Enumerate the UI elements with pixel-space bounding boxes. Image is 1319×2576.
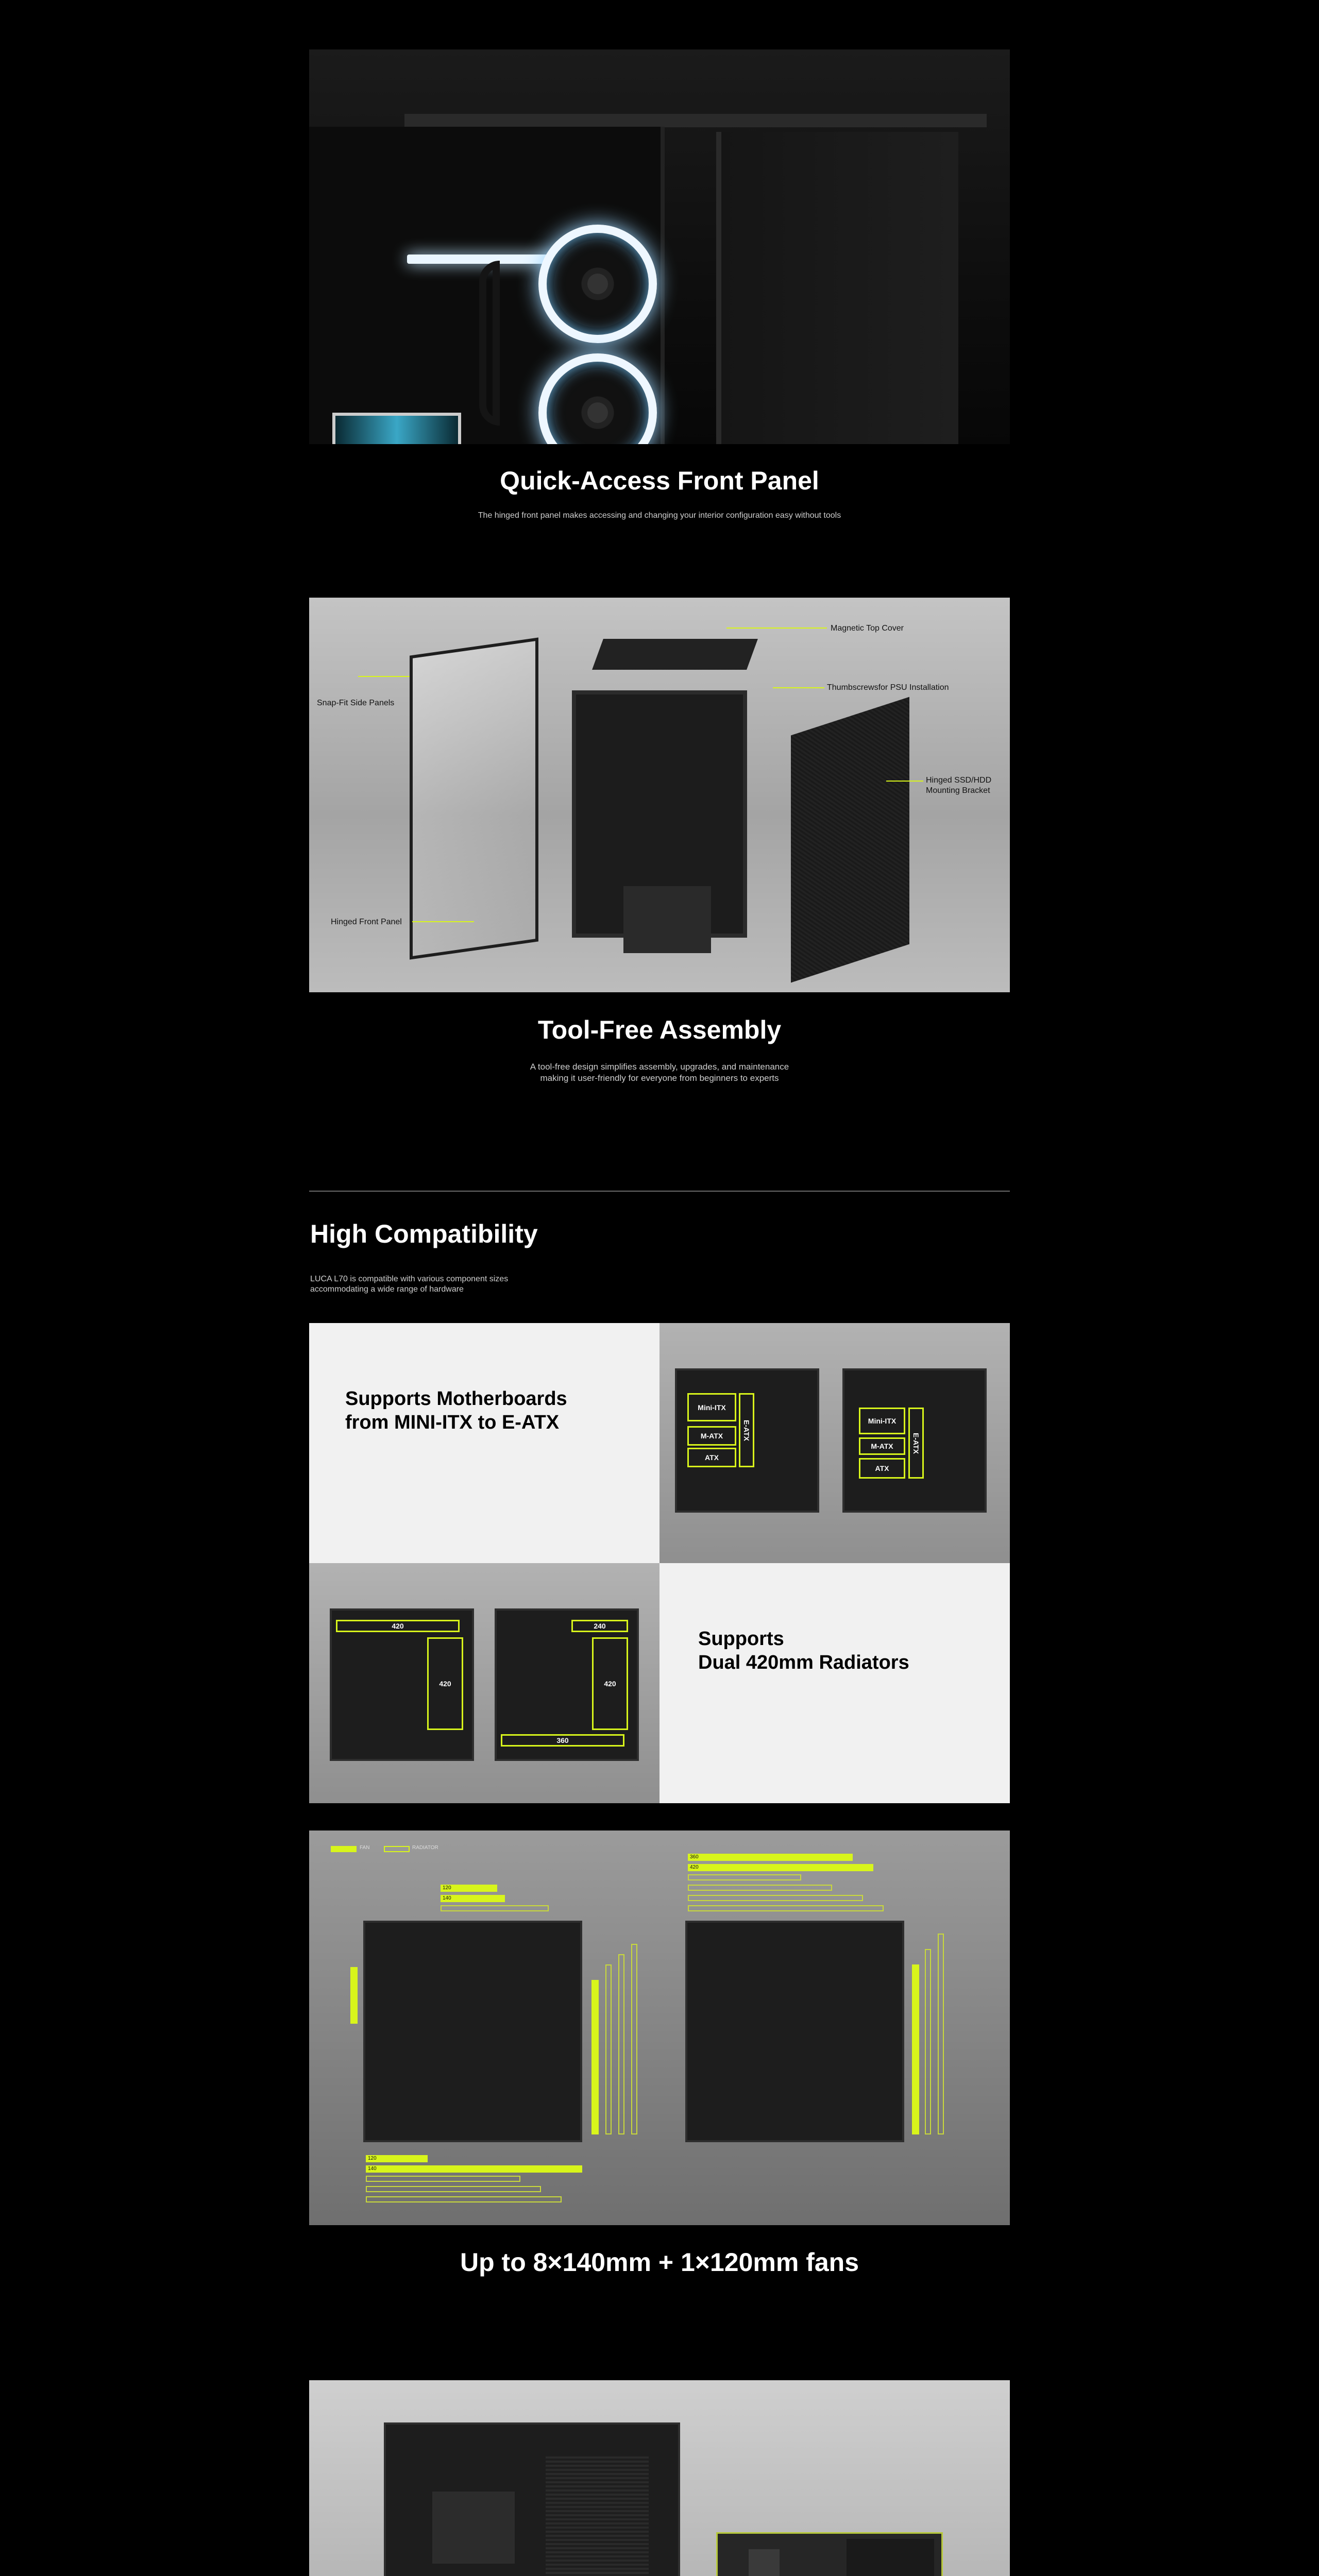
callout-line bbox=[726, 628, 827, 629]
legend-radiator-label: RADIATOR bbox=[412, 1845, 438, 1851]
legend-fan-label: FAN bbox=[360, 1845, 370, 1851]
fan-bar-420: 420 bbox=[688, 1864, 873, 1871]
front-panel-image bbox=[309, 49, 1010, 444]
callout-ssd-line2: Mounting Bracket bbox=[926, 786, 990, 795]
case-illustration bbox=[495, 1608, 639, 1761]
radiator-420-side: 420 bbox=[427, 1637, 463, 1730]
assembly-subtitle-line2: making it user-friendly for everyone from beginners to experts bbox=[540, 1073, 779, 1083]
compatibility-desc-line1: LUCA L70 is compatible with various component sizes bbox=[310, 1275, 509, 1283]
fan-bar-120: 120 bbox=[441, 1885, 497, 1892]
assembly-title: Tool-Free Assembly bbox=[537, 1015, 782, 1044]
fans-title: Up to 8×140mm + 1×120mm fans bbox=[460, 2248, 859, 2277]
case-illustration bbox=[330, 1608, 474, 1761]
radiator-outline bbox=[441, 1905, 549, 1911]
radiator-tile bbox=[660, 1563, 1010, 1803]
radiator-outline bbox=[631, 1944, 637, 2134]
front-panel-subtitle: The hinged front panel makes accessing and changing your interior configuration easy without tools bbox=[478, 511, 841, 520]
radiator-outline bbox=[688, 1905, 884, 1911]
radiator-420-top: 420 bbox=[336, 1620, 460, 1632]
atx-box: ATX bbox=[859, 1458, 905, 1479]
case-illustration bbox=[384, 2422, 680, 2576]
callout-front-panel: Hinged Front Panel bbox=[331, 918, 402, 926]
section-divider bbox=[309, 1191, 1010, 1192]
side-fan-area bbox=[546, 2455, 649, 2576]
fan-layout-image bbox=[309, 1831, 1010, 2225]
legend-radiator-swatch bbox=[384, 1846, 410, 1852]
top-cover bbox=[592, 639, 758, 670]
bracket-arm bbox=[749, 2549, 780, 2576]
radiator-420-side: 420 bbox=[592, 1637, 628, 1730]
m-atx-box: M-ATX bbox=[687, 1426, 736, 1446]
case-top-frame bbox=[404, 114, 987, 127]
case-interior bbox=[309, 127, 665, 444]
callout-ssd-line1: Hinged SSD/HDD bbox=[926, 776, 992, 785]
callout-line bbox=[412, 921, 474, 922]
radiator-heading-line1: Supports bbox=[698, 1628, 784, 1650]
fan-bar-140: 140 bbox=[441, 1895, 505, 1902]
callout-side-panels: Snap-Fit Side Panels bbox=[317, 699, 395, 707]
radiator-outline bbox=[605, 1964, 612, 2134]
fan-bar-120: 120 bbox=[366, 2155, 428, 2162]
e-atx-box: E-ATX bbox=[739, 1393, 754, 1467]
callout-line bbox=[886, 781, 923, 782]
gpu-card-edge bbox=[847, 2539, 934, 2576]
fan-bar-360: 360 bbox=[688, 1854, 853, 1861]
case-illustration bbox=[363, 1921, 582, 2142]
mini-itx-box: Mini-ITX bbox=[859, 1408, 905, 1434]
fan-bar-vertical bbox=[912, 1964, 919, 2134]
callout-psu: Thumbscrewsfor PSU Installation bbox=[827, 683, 949, 692]
radiator-image bbox=[309, 1563, 660, 1803]
compatibility-desc-line2: accommodating a wide range of hardware bbox=[310, 1285, 464, 1294]
radiator-outline bbox=[366, 2196, 562, 2202]
motherboard-image bbox=[660, 1323, 1010, 1563]
hinged-front-door bbox=[716, 132, 958, 444]
mini-itx-box: Mini-ITX bbox=[687, 1393, 736, 1421]
radiator-240: 240 bbox=[571, 1620, 628, 1632]
gpu-image bbox=[309, 2380, 1010, 2576]
radiator-outline bbox=[688, 1895, 863, 1901]
radiator-outline bbox=[688, 1874, 801, 1880]
cooling-tube bbox=[479, 261, 500, 426]
radiator-outline bbox=[366, 2186, 541, 2192]
cpu-cooler-area bbox=[432, 2492, 515, 2564]
radiator-heading-line2: Dual 420mm Radiators bbox=[698, 1652, 909, 1673]
fan-icon bbox=[538, 353, 657, 444]
motherboard-tile bbox=[309, 1323, 660, 1563]
pump-block bbox=[332, 413, 461, 444]
case-illustration bbox=[675, 1368, 819, 1513]
radiator-outline bbox=[618, 1954, 624, 2134]
glass-side-panel bbox=[410, 637, 538, 959]
callout-magnetic-top: Magnetic Top Cover bbox=[831, 624, 904, 633]
fan-bar-vertical bbox=[591, 1980, 599, 2134]
psu-bracket bbox=[623, 886, 711, 953]
case-illustration bbox=[842, 1368, 987, 1513]
motherboard-heading-line1: Supports Motherboards bbox=[345, 1388, 567, 1410]
motherboard-heading-line2: from MINI-ITX to E-ATX bbox=[345, 1412, 560, 1433]
gpu-bracket-closeup bbox=[716, 2532, 943, 2576]
callout-line bbox=[773, 687, 824, 688]
assembly-subtitle-line1: A tool-free design simplifies assembly, upgrades, and maintenance bbox=[530, 1062, 789, 1072]
e-atx-box: E-ATX bbox=[908, 1408, 924, 1479]
m-atx-box: M-ATX bbox=[859, 1437, 905, 1455]
fan-icon bbox=[538, 225, 657, 343]
radiator-outline bbox=[688, 1885, 832, 1891]
callout-line bbox=[358, 676, 410, 677]
radiator-outline bbox=[366, 2176, 520, 2182]
atx-box: ATX bbox=[687, 1448, 736, 1467]
fan-bar-vertical bbox=[350, 1967, 358, 2024]
exploded-view-image bbox=[309, 598, 1010, 992]
compatibility-heading: High Compatibility bbox=[310, 1219, 538, 1248]
front-panel-title: Quick-Access Front Panel bbox=[500, 466, 819, 495]
fan-bar-140: 140 bbox=[366, 2165, 582, 2173]
radiator-outline bbox=[938, 1934, 944, 2134]
case-illustration bbox=[685, 1921, 904, 2142]
legend-fan-swatch bbox=[331, 1846, 357, 1852]
radiator-outline bbox=[925, 1949, 931, 2134]
mesh-side-panel bbox=[791, 697, 909, 983]
radiator-360: 360 bbox=[501, 1734, 624, 1747]
